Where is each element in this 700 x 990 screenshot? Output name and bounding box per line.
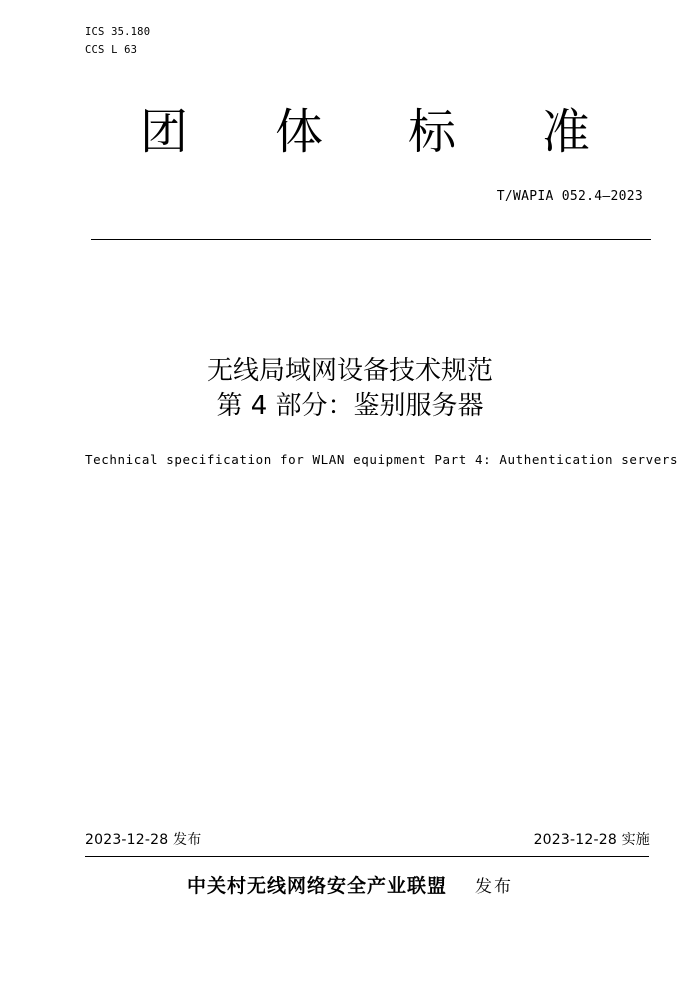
publisher-suffix: 发布: [475, 877, 513, 897]
implementation-date: 2023-12-28 实施: [533, 832, 650, 848]
standard-type-char: 准: [542, 104, 591, 160]
english-title: Technical specification for WLAN equipment Part 4: Authentication servers: [85, 452, 679, 467]
ccs-code: CCS L 63: [85, 44, 138, 56]
standard-type-heading: [140, 102, 600, 162]
bottom-divider: [85, 856, 649, 857]
chinese-title-line-1: 无线局域网设备技术规范: [206, 356, 493, 386]
standard-type-char: 团: [140, 104, 189, 160]
standard-type-char: 体: [275, 104, 324, 160]
ics-code: ICS 35.180: [85, 26, 151, 38]
publisher-line: [0, 872, 700, 901]
standard-number: T/WAPIA 052.4—2023: [496, 189, 643, 204]
issue-date: 2023-12-28 发布: [85, 832, 202, 848]
publisher-name: 中关村无线网络安全产业联盟: [186, 875, 447, 897]
chinese-title-line-2: 第 4 部分：鉴别服务器: [216, 391, 484, 421]
standard-type-char: 标: [408, 104, 457, 160]
top-divider: [91, 239, 651, 240]
